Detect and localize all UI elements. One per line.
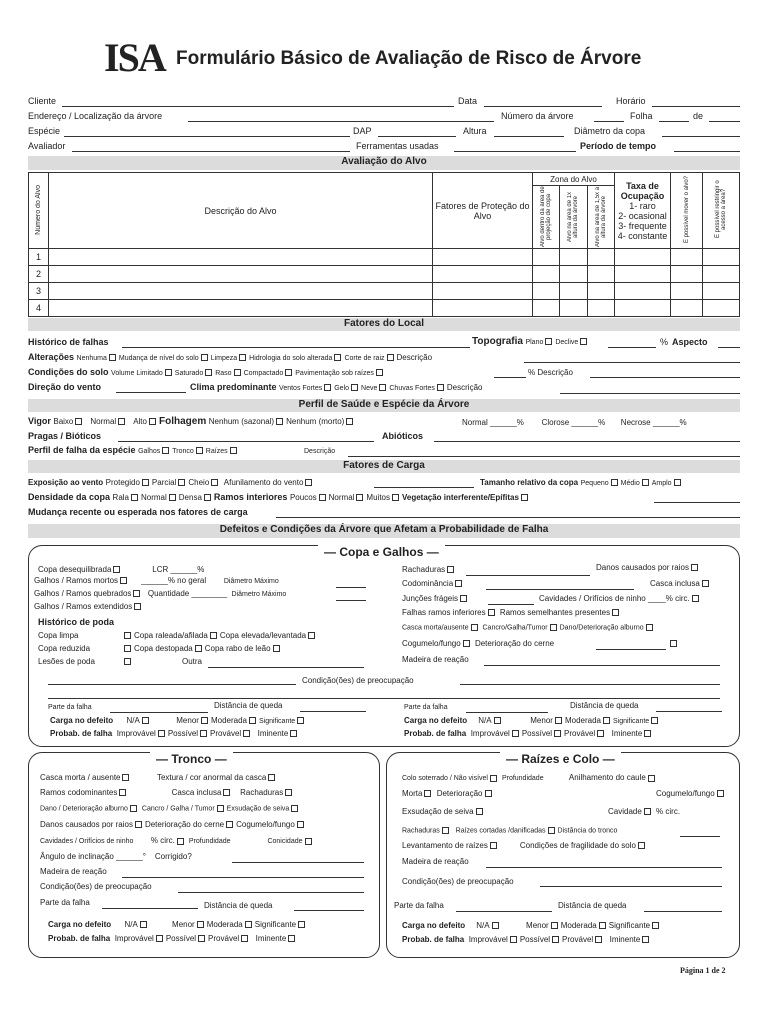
cogumelo-checkbox[interactable] [297,821,304,828]
neve-checkbox[interactable] [379,384,386,391]
raizes-cogumelo: Cogumelo/fungo [656,789,727,798]
probab-row: Probab. de falha Improvável Possível Provável Iminente [402,935,652,944]
danos-raios-checkbox[interactable] [691,564,698,571]
target-row[interactable]: 3 [29,283,740,300]
distancia-field[interactable] [300,711,366,712]
provavel-checkbox[interactable] [241,935,248,942]
direcao-vento-label: Direção do vento [28,382,102,392]
abioticos-field[interactable] [434,441,740,442]
rachaduras-checkbox[interactable] [285,789,292,796]
alteracoes-row: Alterações Nenhuma Mudança de nível do solo Limpeza Hidrologia do solo alterada Corte de raiz Descrição [28,352,433,362]
defeitos-bar: Defeitos e Condições da Árvore que Afetam a Probabilidade de Falha [28,524,740,538]
target-row[interactable]: 1 [29,249,740,266]
deterioracao-cerne-checkbox[interactable] [226,821,233,828]
rachaduras-checkbox[interactable] [447,566,454,573]
page-title: Formulário Básico de Avaliação de Risco de Árvore [176,48,642,69]
deterioracao-checkbox[interactable] [485,790,492,797]
afunilamento-field[interactable] [374,487,474,488]
parte-falha-label: Parte da falha [48,704,92,711]
direcao-vento-field[interactable] [116,392,186,393]
copa-galhos-title: — Copa e Galhos — [318,545,445,559]
moderada-checkbox[interactable] [603,717,610,724]
target-row[interactable]: 4 [29,300,740,317]
madeira-field[interactable] [484,665,720,666]
madeira-field[interactable] [486,867,722,868]
menor-checkbox[interactable] [197,921,204,928]
cancro-checkbox[interactable] [550,624,557,631]
cogumelo-row: Cogumelo/fungo Deterioração do cerne [402,639,555,648]
corrigido-field[interactable] [232,862,364,863]
moderada-checkbox[interactable] [249,717,256,724]
copa-raleada-checkbox[interactable] [210,632,217,639]
copa-deseq-checkbox[interactable] [113,566,120,573]
textura-checkbox[interactable] [268,774,275,781]
galhos-mortos-row: Galhos / Ramos mortos ______% no geral Diâmetro Máximo [34,576,279,585]
col-zona: Zona do Alvo Alvo dentro da área de projeção de copa Alvo na área de 1x altura da árvore Alvo na área de 1,5x a altura da árvore [533,173,615,249]
na-checkbox[interactable] [494,717,501,724]
falhas-ramos-checkbox[interactable] [488,609,495,616]
galhos-ext-row: Galhos / Ramos extendidos [34,602,144,611]
diametro-copa-label: Diâmetro da copa [574,126,646,136]
galhos-checkbox[interactable] [162,447,169,454]
numero-arvore-field[interactable] [594,121,624,122]
hist-poda-label: Histórico de poda [38,617,115,627]
mudanca-nivel-checkbox[interactable] [201,354,208,361]
protegido-checkbox[interactable] [142,479,149,486]
col-taxa: Taxa de Ocupação 1- raro 2- ocasional 3- frequente 4- constante [615,173,671,249]
topografia-pct: % [660,337,669,347]
parte-falha-field[interactable] [456,911,552,912]
galhos-ext-checkbox[interactable] [134,603,141,610]
poda-row-3: Lesões de poda [38,657,95,666]
mudanca-field[interactable] [276,517,740,518]
poucos-checkbox[interactable] [319,494,326,501]
improvavel-checkbox[interactable] [156,935,163,942]
provavel-checkbox[interactable] [595,936,602,943]
pavimentacao-checkbox[interactable] [376,369,383,376]
dap-label: DAP [353,126,372,136]
provavel-checkbox[interactable] [597,730,604,737]
improvavel-checkbox[interactable] [510,936,517,943]
corte-raiz-checkbox[interactable] [387,354,394,361]
menor-checkbox[interactable] [551,922,558,929]
col-fatores: Fatores de Proteção do Alvo [433,173,533,249]
iminente-checkbox[interactable] [290,730,297,737]
casca-inclusa-checkbox[interactable] [223,789,230,796]
endereco-label: Endereço / Localização da árvore [28,111,163,121]
amplo-checkbox[interactable] [674,479,681,486]
casca-inclusa-checkbox[interactable] [702,580,709,587]
cancro-checkbox[interactable] [217,805,224,812]
falhas-ramos-row: Falhas ramos inferiores Ramos semelhantes presentes [402,608,622,617]
copa-limpa-checkbox[interactable] [124,632,131,639]
galhos-quebrados-checkbox[interactable] [133,590,140,597]
folhagem-pcts: Normal ______% Clorose ______% Necrose ______% [462,418,687,427]
galhos-mortos-checkbox[interactable] [120,577,127,584]
muitos-checkbox[interactable] [392,494,399,501]
gelo-checkbox[interactable] [351,384,358,391]
especie-label: Espécie [28,126,61,136]
dano-det-checkbox[interactable] [646,624,653,631]
na-checkbox[interactable] [140,921,147,928]
iminente-checkbox[interactable] [644,730,651,737]
na-checkbox[interactable] [492,922,499,929]
tronco-checkbox[interactable] [196,447,203,454]
distancia-tronco-field[interactable] [680,836,720,837]
ferramentas-field[interactable] [454,151,576,152]
casca-morta-row: Casca morta/ausente Cancro/Galha/Tumor Dano/Deterioração alburno [402,624,656,631]
volume-checkbox[interactable] [165,369,172,376]
altura-label: Altura [463,126,487,136]
raizes-checkbox[interactable] [230,447,237,454]
distancia-label: Distância de queda [570,701,639,710]
pragas-label: Pragas / Bióticos [28,431,102,441]
moderada-checkbox[interactable] [245,921,252,928]
possivel-checkbox[interactable] [552,936,559,943]
normal-ramos-checkbox[interactable] [356,494,363,501]
alteracoes-descricao-field[interactable] [524,362,740,363]
casca-morta-checkbox[interactable] [471,624,478,631]
fatores-local-bar: Fatores do Local [28,318,740,331]
nenhuma-checkbox[interactable] [109,354,116,361]
tronco-row-6: Ângulo de inclinação ______° Corrigido? [40,852,192,861]
exsudacao-checkbox[interactable] [476,808,483,815]
rachaduras-checkbox[interactable] [442,827,449,834]
condicoes-solo-descricao-field[interactable] [590,377,740,378]
possivel-checkbox[interactable] [198,935,205,942]
page-number: Página 1 de 2 [680,966,726,975]
juncoes-checkbox[interactable] [460,595,467,602]
provavel-checkbox[interactable] [243,730,250,737]
dap-field[interactable] [378,136,456,137]
danos-raios-checkbox[interactable] [135,821,142,828]
col-restringir: É possível restringir o acesso a área? [703,173,740,249]
anilhamento-checkbox[interactable] [648,775,655,782]
condicao-field[interactable] [460,684,720,685]
raizes-title: — Raízes e Colo — [500,752,621,766]
galhos-quebrados-row: Galhos / Ramos quebrados Quantidade ________ Diâmetro Máximo [34,589,287,598]
menor-checkbox[interactable] [201,717,208,724]
ramos-semelhantes-checkbox[interactable] [612,609,619,616]
exsudacao-checkbox[interactable] [291,805,298,812]
significante-checkbox[interactable] [651,717,658,724]
avaliador-label: Avaliador [28,141,66,151]
numero-arvore-label: Número da árvore [501,111,574,121]
tronco-row-2: Ramos codominantes Casca inclusa Rachaduras [40,788,295,797]
diam-max-1-field[interactable] [336,587,366,588]
probab-row: Probab. de falha Improvável Possível Provável Iminente [404,729,654,738]
deterioracao-cerne-checkbox[interactable] [670,640,677,647]
improvavel-checkbox[interactable] [512,730,519,737]
copa-destopada-checkbox[interactable] [195,645,202,652]
colo-checkbox[interactable] [490,775,497,782]
tronco-row-1: Casca morta / ausente Textura / cor anormal da casca [40,773,278,782]
cogumelo-checkbox[interactable] [717,790,724,797]
tronco-title: — Tronco — [150,752,233,766]
raizes-row-5: Levantamento de raízes Condições de fragilidade do solo [402,841,648,850]
aspecto-field[interactable] [718,347,740,348]
possivel-checkbox[interactable] [554,730,561,737]
limpeza-checkbox[interactable] [239,354,246,361]
vigor-row: Vigor Baixo Normal Alto Folhagem Nenhum (sazonal) Nenhum (morto) [28,416,356,427]
target-table [28,172,740,317]
parte-falha-field[interactable] [466,712,548,713]
normal-densidade-checkbox[interactable] [169,494,176,501]
parte-falha-label: Parte da falha [394,901,444,910]
distancia-label: Distância de queda [204,901,273,910]
parte-falha-field[interactable] [102,908,198,909]
probab-row: Probab. de falha Improvável Possível Provável Iminente [48,934,298,943]
casca-morta-checkbox[interactable] [122,774,129,781]
rachaduras-field[interactable] [466,575,590,576]
iminente-checkbox[interactable] [288,935,295,942]
medio-checkbox[interactable] [642,479,649,486]
periodo-label: Período de tempo [580,141,657,151]
ventos-checkbox[interactable] [324,384,331,391]
periodo-field[interactable] [674,151,740,152]
historico-falhas-label: Histórico de falhas [28,337,109,347]
juncoes-field[interactable] [488,604,534,605]
avaliacao-alvo-bar: Avaliação do Alvo [28,156,740,170]
distancia-field[interactable] [656,711,722,712]
copa-elevada-checkbox[interactable] [308,632,315,639]
saturado-checkbox[interactable] [205,369,212,376]
codominancia-row: Codominância [402,579,465,588]
possivel-checkbox[interactable] [200,730,207,737]
outra-label: Outra [182,657,203,666]
target-row[interactable]: 2 [29,266,740,283]
moderada-checkbox[interactable] [599,922,606,929]
alto-checkbox[interactable] [149,418,156,425]
levantamento-checkbox[interactable] [490,842,497,849]
declive-checkbox[interactable] [580,338,587,345]
distancia-label: Distância de queda [214,701,283,710]
altura-field[interactable] [494,136,564,137]
distancia-field[interactable] [644,911,722,912]
carga-defeito-row: Carga no defeito N/A Menor Moderada Significante [402,921,662,930]
avaliador-field[interactable] [72,151,350,152]
horario-field[interactable] [652,106,740,107]
mudanca-label: Mudança recente ou esperada nos fatores de carga [28,507,248,517]
madeira-label: Madeira de reação [40,867,107,876]
significante-checkbox[interactable] [298,921,305,928]
codominancia-checkbox[interactable] [455,580,462,587]
saude-bar: Perfil de Saúde e Espécie da Árvore [28,399,740,412]
historico-falhas-field[interactable] [122,347,470,348]
condicao-field-2[interactable] [48,698,720,699]
cavidade-checkbox[interactable] [644,808,651,815]
condicao-label: Condição(ões) de preocupação [302,676,414,685]
sazonal-checkbox[interactable] [276,418,283,425]
raizes-cavidade: Cavidade % circ. [608,807,681,816]
perfil-falha-row: Perfil de falha da espécie Galhos Tronco Raízes [28,445,240,455]
especie-field[interactable] [64,136,350,137]
tronco-row-3: Dano / Deterioração alburno Cancro / Galha / Tumor Exsudação de seiva [40,805,301,812]
vegetacao-checkbox[interactable] [521,494,528,501]
pequeno-checkbox[interactable] [611,479,618,486]
carga-defeito-row: Carga no defeito N/A Menor Moderada Significante [48,920,308,929]
baixo-checkbox[interactable] [75,418,82,425]
cavidades-checkbox[interactable] [692,595,699,602]
raizes-row-2: Morta Deterioração [402,789,495,798]
folha-field[interactable] [659,121,689,122]
copa-deseq-row: Copa desequilibrada LCR ______% [38,565,205,574]
hidrologia-checkbox[interactable] [334,354,341,361]
rala-checkbox[interactable] [131,494,138,501]
horario-label: Horário [616,96,646,106]
vegetacao-field[interactable] [654,502,740,503]
col-descricao: Descrição do Alvo [49,173,433,249]
tamanho-row: Tamanho relativo da copa Pequeno Médio Amplo [480,477,684,487]
outra-field[interactable] [208,667,364,668]
topografia-row: Topografia Plano Declive [472,336,590,347]
copa-rabo-checkbox[interactable] [273,645,280,652]
data-field[interactable] [484,106,602,107]
morta-checkbox[interactable] [424,790,431,797]
plano-checkbox[interactable] [545,338,552,345]
condicoes-solo-row: Condições do solo Volume Limitado Saturado Raso Compactado Pavimentação sob raízes [28,367,386,377]
parcial-checkbox[interactable] [178,479,185,486]
conicidade-checkbox[interactable] [305,838,312,845]
col-numero: Número do Alvo [29,173,49,249]
condicao-field[interactable] [178,892,364,893]
diam-max-2-field[interactable] [336,600,366,601]
compactado-checkbox[interactable] [285,369,292,376]
cogumelo-checkbox[interactable] [463,640,470,647]
cheio-checkbox[interactable] [211,479,218,486]
significante-checkbox[interactable] [297,717,304,724]
diametro-copa-field[interactable] [662,136,740,137]
madeira-label: Madeira de reação [402,655,469,664]
cliente-label: Cliente [28,96,57,106]
poda-row-1: Copa limpa [38,631,79,640]
improvavel-checkbox[interactable] [158,730,165,737]
abioticos-label: Abióticos [382,431,424,441]
exposicao-row: Exposição ao vento Protegido Parcial Cheio Afunilamento do vento [28,477,315,487]
rachaduras-row: Rachaduras [402,565,457,574]
tronco-row-4: Danos causados por raios Deterioração do cerne Cogumelo/fungo [40,820,307,829]
casca-inclusa-row: Casca inclusa [650,579,712,588]
aspecto-label: Aspecto [672,337,708,347]
juncoes-row: Junções frágeis [402,594,470,603]
raizes-row-3: Exsudação de seiva [402,807,486,816]
data-label: Data [458,96,478,106]
normal-checkbox[interactable] [118,418,125,425]
lesoes-checkbox[interactable] [124,658,131,665]
distancia-label: Distância de queda [558,901,627,910]
cliente-field[interactable] [62,106,454,107]
carga-defeito-row: Carga no defeito N/A Menor Moderada Significante [50,716,307,725]
raizes-cortadas-checkbox[interactable] [548,827,555,834]
distancia-field[interactable] [294,910,364,911]
deterioracao-cerne-field[interactable] [596,649,666,650]
parte-falha-label: Parte da falha [404,704,448,711]
raizes-row-1: Colo soterrado / Não visível Profundidade Anilhamento do caule [402,773,658,782]
endereco-field[interactable] [188,121,494,122]
clima-row: Clima predominante Ventos Fortes Gelo Neve Chuvas Fortes Descrição [190,382,483,392]
condicoes-solo-desc: % Descrição [528,368,573,377]
condicao-field[interactable] [540,886,722,887]
declive-pct-field[interactable] [608,347,656,348]
poda-row-2: Copa reduzida [38,644,91,653]
raso-checkbox[interactable] [234,369,241,376]
perfil-descricao: Descrição [304,448,336,455]
pragas-field[interactable] [118,441,374,442]
probab-row: Probab. de falha Improvável Possível Provável Iminente [50,729,300,738]
afunilamento-checkbox[interactable] [305,479,312,486]
menor-checkbox[interactable] [555,717,562,724]
pavimentacao-pct-field[interactable] [494,377,526,378]
condicao-label: Condição(ões) de preocupação [402,877,514,886]
densidade-row: Densidade da copa Rala Normal Densa Ramos interiores Poucos Normal Muitos Vegetação interferente/Epífitas [28,492,531,502]
parte-falha-field[interactable] [110,712,208,713]
col-mover: É possível mover o alvo? [671,173,703,249]
condicao-line-left [48,684,296,685]
carga-bar: Fatores de Carga [28,460,740,473]
de-field[interactable] [709,121,740,122]
significante-checkbox[interactable] [652,922,659,929]
perfil-descricao-field[interactable] [348,456,740,457]
densa-checkbox[interactable] [204,494,211,501]
ramos-codom-checkbox[interactable] [119,789,126,796]
copa-reduzida-checkbox[interactable] [124,645,131,652]
clima-descricao-field[interactable] [560,393,740,394]
carga-defeito-row: Carga no defeito N/A Menor Moderada Significante [404,716,661,725]
parte-falha-label: Parte da falha [40,898,90,907]
codominancia-field[interactable] [486,589,634,590]
iminente-checkbox[interactable] [642,936,649,943]
fragilidade-checkbox[interactable] [638,842,645,849]
dano-det-checkbox[interactable] [130,805,137,812]
danos-raios-row: Danos causados por raios [596,563,701,572]
tronco-row-5: Cavidades / Orifícios de ninho % circ. Profundidade Conicidade [40,836,315,845]
chuvas-checkbox[interactable] [437,384,444,391]
de-label: de [693,111,704,121]
isa-logo: ISA [104,35,165,80]
cavidades-checkbox[interactable] [177,838,184,845]
raizes-row-4: Rachaduras Raízes cortadas /danificadas Distância do tronco [402,827,618,835]
condicao-label: Condição(ões) de preocupação [40,882,152,891]
cavidades-row: Cavidades / Orifícios de ninho ____% circ. [539,594,702,603]
madeira-label: Madeira de reação [402,857,469,866]
morto-checkbox[interactable] [346,418,353,425]
ferramentas-label: Ferramentas usadas [356,141,439,151]
folha-label: Folha [630,111,653,121]
na-checkbox[interactable] [142,717,149,724]
madeira-field[interactable] [122,877,364,878]
